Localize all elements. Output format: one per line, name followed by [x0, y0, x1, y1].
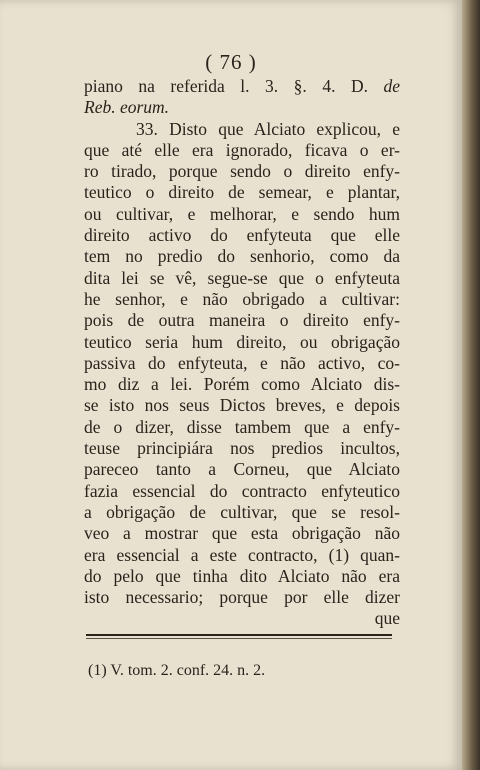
footnote-rule: [86, 638, 392, 639]
text-line: a obrigação de cultivar, que se resol-: [84, 501, 400, 522]
book-gutter: [462, 0, 480, 770]
body-text: [84, 76, 400, 630]
text-line: piano na referida l. 3. §. 4. D. de: [84, 76, 401, 96]
text-line: passiva do enfyteuta, e não activo, co-: [84, 352, 400, 373]
text-line: teuse principiára nos predios incultos,: [84, 438, 400, 459]
text-line: tem no predio do senhorio, como da: [84, 246, 400, 267]
text-line: de o dizer, disse tambem que a enfy-: [84, 416, 400, 437]
text-line: que até elle era ignorado, ficava o er-: [84, 139, 400, 160]
catchword: que: [374, 608, 400, 629]
text-line: se isto nos seus Dictos breves, e depois: [84, 395, 400, 416]
text-line: 33. Disto que Alciato explicou, e: [136, 118, 400, 139]
text-line: isto necessario; porque por elle dizer: [84, 587, 400, 608]
text-line: ou cultivar, e melhorar, e sendo hum: [84, 203, 400, 224]
page-number: ( 76 ): [205, 50, 257, 74]
text-line: teutico o direito de semear, e plantar,: [84, 182, 400, 203]
text-line: ro tirado, porque sendo o direito enfy-: [84, 161, 400, 182]
text-line: Reb. eorum.: [84, 97, 170, 118]
text-line: direito activo do enfyteuta que elle: [84, 225, 400, 246]
text-line: fazia essencial do contracto enfyteutico: [84, 480, 400, 501]
text-line: he senhor, e não obrigado a cultivar:: [84, 288, 400, 309]
footnote: (1) V. tom. 2. conf. 24. n. 2.: [88, 662, 266, 679]
text-line: pareceo tanto a Corneu, que Alciato: [84, 459, 400, 480]
text-line: pois de outra maneira o direito enfy-: [84, 310, 400, 331]
text-line: teutico seria hum direito, ou obrigação: [84, 331, 400, 352]
text-line: era essencial a este contracto, (1) quan-: [84, 544, 400, 565]
text-line: do pelo que tinha dito Alciato não era: [84, 565, 400, 586]
footnote-rule: [86, 634, 392, 636]
text-line: veo a mostrar que esta obrigação não: [84, 523, 400, 544]
text-line: dita lei se vê, segue-se que o enfyteuta: [84, 267, 400, 288]
text-line: mo diz a lei. Porém como Alciato dis-: [84, 374, 400, 395]
